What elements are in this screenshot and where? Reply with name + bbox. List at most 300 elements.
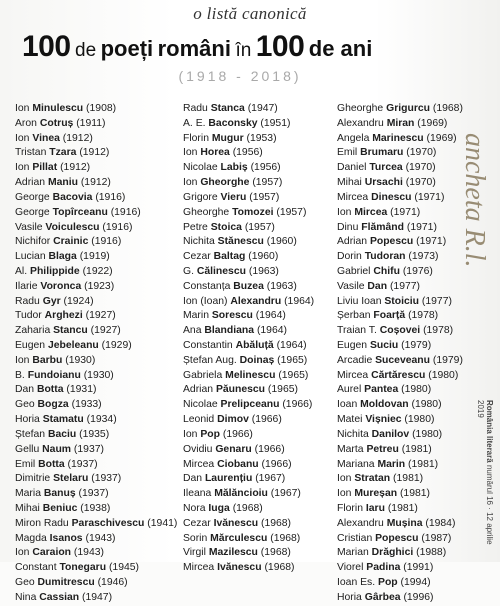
debut-year: (1947) xyxy=(82,591,113,603)
debut-year: (1937) xyxy=(73,443,104,455)
poet-entry xyxy=(15,265,177,280)
poet-last-name: Buzea xyxy=(233,280,264,292)
poet-first-name: Marta xyxy=(337,443,364,455)
debut-year: (1951) xyxy=(260,117,291,129)
poet-last-name: Ivănescu xyxy=(213,517,259,529)
poet-last-name: Botta xyxy=(36,384,64,396)
debut-year: (1912) xyxy=(79,147,110,159)
poet-entry xyxy=(183,235,314,250)
debut-year: (1966) xyxy=(254,443,285,455)
debut-year: (1908) xyxy=(86,103,117,114)
poet-entry xyxy=(337,532,463,547)
title-word-de: de xyxy=(75,40,97,61)
poet-first-name: Arcadie xyxy=(337,354,373,366)
debut-year: (1931) xyxy=(66,384,97,396)
poet-entry xyxy=(337,221,463,236)
poet-first-name: G. xyxy=(183,265,194,277)
poet-last-name: Voiculescu xyxy=(45,221,100,233)
poet-entry xyxy=(337,206,463,221)
poet-last-name: Vinea xyxy=(32,132,60,144)
poet-last-name: Topîrceanu xyxy=(52,206,108,218)
debut-year: (1911) xyxy=(76,117,106,129)
poet-first-name: Cristian xyxy=(337,532,373,544)
poet-entry xyxy=(15,295,177,310)
debut-year: (1965) xyxy=(267,384,298,396)
poet-entry xyxy=(15,576,177,591)
poet-first-name: Viorel xyxy=(337,562,364,574)
poet-last-name: Foarță xyxy=(373,310,406,322)
poet-first-name: Angela xyxy=(337,132,370,144)
debut-year: (1965) xyxy=(278,369,309,381)
poet-last-name: Vieru xyxy=(220,191,247,203)
poet-entry xyxy=(15,443,177,458)
poet-last-name: Voronca xyxy=(40,280,82,292)
debut-year: (1968) xyxy=(264,562,295,574)
poet-first-name: Ion xyxy=(15,132,30,144)
debut-year: (1912) xyxy=(80,177,111,189)
debut-year: (1946) xyxy=(97,577,128,588)
poet-entry xyxy=(15,235,177,250)
poet-last-name: Botta xyxy=(38,458,65,470)
poet-first-name: Vasile xyxy=(337,280,365,292)
poet-last-name: Dinescu xyxy=(371,191,412,203)
debut-year: (1916) xyxy=(91,236,122,248)
poet-entry xyxy=(15,176,177,191)
poet-entry xyxy=(337,191,463,206)
debut-year: (1929) xyxy=(101,340,132,351)
poet-first-name: Ioan Es. xyxy=(337,577,376,588)
debut-year: (1967) xyxy=(270,488,301,500)
poet-first-name: Gabriela xyxy=(183,369,223,381)
poet-last-name: Călinescu xyxy=(196,265,246,277)
debut-year: (1916) xyxy=(110,206,141,218)
poet-entry xyxy=(337,413,463,428)
poet-last-name: Jebeleanu xyxy=(47,340,99,351)
poet-column-3 xyxy=(337,102,463,606)
poet-first-name: Ilarie xyxy=(15,280,38,292)
poet-first-name: Gabriel xyxy=(337,265,371,277)
debut-year: (1964) xyxy=(284,295,315,307)
debut-year: (1971) xyxy=(414,191,445,203)
poet-first-name: Eugen xyxy=(15,340,46,351)
poet-entry xyxy=(15,117,177,132)
poet-last-name: Grigurcu xyxy=(386,103,430,114)
poet-first-name: Horia xyxy=(15,414,40,426)
debut-year: (1981) xyxy=(393,473,424,485)
poet-entry xyxy=(183,339,314,354)
poet-first-name: Constant xyxy=(15,562,57,574)
poet-last-name: Brumaru xyxy=(360,147,404,159)
debut-year: (1967) xyxy=(255,473,286,485)
poet-last-name: Paraschivescu xyxy=(71,517,145,529)
poet-entry xyxy=(15,309,177,324)
debut-year: (1916) xyxy=(95,191,126,203)
debut-year: (1937) xyxy=(91,473,122,485)
poet-entry xyxy=(183,250,314,265)
debut-year: (1971) xyxy=(416,236,447,248)
poet-entry xyxy=(183,102,314,117)
poet-entry xyxy=(183,309,314,324)
poet-first-name: Ileana xyxy=(183,488,212,500)
debut-year: (1971) xyxy=(390,206,421,218)
poet-last-name: Gârbea xyxy=(364,591,401,603)
period-range: (1918 - 2018) xyxy=(178,68,302,84)
poet-last-name: Turcea xyxy=(369,162,403,174)
debut-year: (1977) xyxy=(421,295,452,307)
poet-first-name: Constantin xyxy=(183,340,233,351)
poet-last-name: Danilov xyxy=(371,428,410,440)
poet-entry xyxy=(183,206,314,221)
journal-credit xyxy=(474,400,494,550)
debut-year: (1930) xyxy=(65,354,96,366)
poet-first-name: Ion (Ioan) xyxy=(183,295,228,307)
poet-last-name: Prelipceanu xyxy=(220,399,280,411)
debut-year: (1924) xyxy=(63,295,94,307)
poet-last-name: Moldovan xyxy=(360,399,409,411)
poet-column-1 xyxy=(15,102,177,606)
poet-first-name: Ana xyxy=(183,325,202,337)
poet-first-name: Virgil xyxy=(183,547,206,559)
title-word-de-ani: de ani xyxy=(308,36,373,61)
poet-first-name: Cezar xyxy=(183,517,211,529)
poet-last-name: Barbu xyxy=(32,354,63,366)
debut-year: (1957) xyxy=(244,221,275,233)
poet-first-name: Dan xyxy=(183,473,203,485)
poet-last-name: Tudoran xyxy=(364,251,406,263)
poet-last-name: Genaru xyxy=(215,443,252,455)
debut-year: (1970) xyxy=(406,147,437,159)
poet-entry xyxy=(183,354,314,369)
poet-entry xyxy=(337,472,463,487)
journal-name: România literară xyxy=(485,400,494,463)
debut-year: (1938) xyxy=(80,502,111,514)
poet-entry xyxy=(15,339,177,354)
debut-year: (1957) xyxy=(276,206,307,218)
poet-last-name: Philippide xyxy=(30,265,80,277)
poet-first-name: Ștefan xyxy=(15,428,46,440)
poet-first-name: Mihai xyxy=(337,177,362,189)
poet-last-name: Baciu xyxy=(47,428,77,440)
debut-year: (1994) xyxy=(400,577,431,588)
poet-first-name: Leonid xyxy=(183,414,215,426)
poet-first-name: Radu xyxy=(183,103,208,114)
debut-year: (1978) xyxy=(408,310,439,322)
debut-year: (1966) xyxy=(222,428,253,440)
poet-last-name: Beniuc xyxy=(42,502,78,514)
poet-first-name: Magda xyxy=(15,532,47,544)
poet-last-name: Pillat xyxy=(32,162,58,174)
poet-entry xyxy=(183,428,314,443)
poet-entry xyxy=(15,221,177,236)
poet-entry xyxy=(15,161,177,176)
handwritten-note: ancheta R.l. xyxy=(459,132,490,268)
debut-year: (1968) xyxy=(270,532,301,544)
poet-first-name: Dan xyxy=(15,384,35,396)
poet-first-name: Ovidiu xyxy=(183,443,213,455)
poet-last-name: Laurențiu xyxy=(204,473,253,485)
title-word-poeti: poeți xyxy=(100,36,154,61)
debut-year: (1963) xyxy=(248,265,279,277)
debut-year: (1980) xyxy=(411,399,442,411)
poet-first-name: Mircea xyxy=(337,369,369,381)
poet-entry xyxy=(337,132,463,147)
poet-last-name: Popescu xyxy=(369,236,414,248)
poet-first-name: Florin xyxy=(183,132,209,144)
debut-year: (1933) xyxy=(71,399,102,411)
poet-last-name: Mugur xyxy=(211,132,244,144)
poet-first-name: Constanța xyxy=(183,280,231,292)
poet-last-name: Marinescu xyxy=(372,132,424,144)
poet-last-name: Pantea xyxy=(364,384,399,396)
debut-year: (1927) xyxy=(90,325,121,337)
poet-first-name: Ion xyxy=(15,547,30,559)
poet-entry xyxy=(183,517,314,532)
debut-year: (1980) xyxy=(428,369,459,381)
debut-year: (1943) xyxy=(73,547,104,559)
debut-year: (1987) xyxy=(421,532,452,544)
poet-first-name: Radu xyxy=(15,295,40,307)
poet-entry xyxy=(15,383,177,398)
poet-entry xyxy=(337,369,463,384)
debut-year: (1957) xyxy=(252,177,283,189)
poet-entry xyxy=(183,383,314,398)
poet-entry xyxy=(337,146,463,161)
poet-first-name: Maria xyxy=(15,488,41,500)
poet-first-name: Mihai xyxy=(15,502,40,514)
poet-last-name: Maniu xyxy=(47,177,78,189)
poet-last-name: Bacovia xyxy=(52,191,93,203)
poet-entry xyxy=(183,472,314,487)
poet-last-name: Gyr xyxy=(42,295,61,307)
debut-year: (1937) xyxy=(78,488,109,500)
debut-year: (1977) xyxy=(389,280,420,292)
debut-year: (1980) xyxy=(404,414,435,426)
poet-first-name: Mircea xyxy=(337,191,369,203)
poet-entry xyxy=(183,265,314,280)
poet-first-name: Șerban xyxy=(337,310,371,322)
poet-first-name: Ion xyxy=(183,147,198,159)
poet-first-name: Aurel xyxy=(337,384,362,396)
debut-year: (1970) xyxy=(405,177,436,189)
poet-entry xyxy=(183,221,314,236)
poet-last-name: Pop xyxy=(378,577,398,588)
poet-column-2 xyxy=(183,102,314,576)
debut-year: (1968) xyxy=(260,547,291,559)
poet-last-name: Tzara xyxy=(49,147,77,159)
poet-last-name: Petreu xyxy=(366,443,399,455)
poet-entry xyxy=(183,161,314,176)
poet-entry xyxy=(15,532,177,547)
poet-first-name: Liviu Ioan xyxy=(337,295,382,307)
poet-entry xyxy=(337,250,463,265)
poet-entry xyxy=(337,354,463,369)
poet-last-name: Suceveanu xyxy=(375,354,430,366)
debut-year: (1960) xyxy=(248,251,279,263)
poet-first-name: Florin xyxy=(337,502,363,514)
debut-year: (1980) xyxy=(412,428,443,440)
poet-last-name: Mazilescu xyxy=(208,547,258,559)
poet-last-name: Stănescu xyxy=(217,236,264,248)
poet-last-name: Cotruș xyxy=(39,117,74,129)
debut-year: (1984) xyxy=(425,517,456,529)
poet-last-name: Tonegaru xyxy=(59,562,107,574)
poet-entry xyxy=(337,591,463,606)
poet-entry xyxy=(337,339,463,354)
debut-year: (1968) xyxy=(232,502,263,514)
poet-last-name: Sorescu xyxy=(211,310,253,322)
poet-entry xyxy=(183,369,314,384)
poet-entry xyxy=(15,146,177,161)
debut-year: (1991) xyxy=(403,562,434,574)
poet-first-name: Eugen xyxy=(337,340,368,351)
poet-entry xyxy=(337,265,463,280)
poet-entry xyxy=(15,472,177,487)
debut-year: (1956) xyxy=(232,147,263,159)
poet-last-name: Marin xyxy=(377,458,406,470)
poet-last-name: Mărculescu xyxy=(210,532,268,544)
poet-first-name: Al. xyxy=(15,265,28,277)
poet-entry xyxy=(337,487,463,502)
debut-year: (1934) xyxy=(86,414,117,426)
poet-last-name: Dan xyxy=(367,280,388,292)
poet-entry xyxy=(15,591,177,606)
poet-last-name: Dumitrescu xyxy=(37,577,95,588)
poet-last-name: Stanca xyxy=(210,103,245,114)
poet-last-name: Păunescu xyxy=(215,384,266,396)
debut-year: (1964) xyxy=(256,325,287,337)
poet-first-name: Ion xyxy=(15,103,30,114)
poet-last-name: Blaga xyxy=(48,251,77,263)
poet-first-name: Ion xyxy=(183,428,198,440)
poet-first-name: Ion xyxy=(15,354,30,366)
debut-year: (1963) xyxy=(266,280,297,292)
poet-last-name: Mușina xyxy=(386,517,423,529)
debut-year: (1980) xyxy=(401,384,432,396)
debut-year: (1912) xyxy=(60,162,91,174)
poet-first-name: Nina xyxy=(15,591,37,603)
debut-year: (1976) xyxy=(402,265,433,277)
poet-first-name: Horia xyxy=(337,591,362,603)
poet-entry xyxy=(183,561,314,576)
poet-first-name: Ion xyxy=(183,177,198,189)
poet-entry xyxy=(183,532,314,547)
debut-year: (1970) xyxy=(405,162,436,174)
poet-last-name: Coșovei xyxy=(379,325,421,337)
poet-last-name: Vișniec xyxy=(365,414,402,426)
debut-year: (1965) xyxy=(277,354,308,366)
poet-first-name: Ion xyxy=(337,473,352,485)
poet-first-name: B. xyxy=(15,369,25,381)
debut-year: (1981) xyxy=(401,443,432,455)
poet-entry xyxy=(183,546,314,561)
poet-last-name: Stratan xyxy=(354,473,391,485)
poet-entry xyxy=(15,102,177,117)
poet-last-name: Stancu xyxy=(53,325,88,337)
poet-entry xyxy=(15,561,177,576)
title-number-left: 100 xyxy=(22,30,71,63)
poet-entry xyxy=(337,458,463,473)
debut-year: (1941) xyxy=(147,517,178,529)
poet-first-name: Gheorghe xyxy=(183,206,230,218)
debut-year: (1981) xyxy=(399,488,431,500)
poet-last-name: Iaru xyxy=(365,502,385,514)
poet-last-name: Isanos xyxy=(49,532,83,544)
poet-first-name: Nichifor xyxy=(15,236,51,248)
poet-last-name: Ursachi xyxy=(364,177,403,189)
poet-last-name: Stamatu xyxy=(42,414,84,426)
poet-last-name: Crainic xyxy=(53,236,89,248)
poet-entry xyxy=(15,191,177,206)
poet-first-name: Sorin xyxy=(183,532,208,544)
poet-first-name: Vasile xyxy=(15,221,43,233)
debut-year: (1953) xyxy=(246,132,277,144)
poet-entry xyxy=(183,413,314,428)
debut-year: (1919) xyxy=(79,251,110,263)
debut-year: (1927) xyxy=(85,310,116,322)
poet-entry xyxy=(183,280,314,295)
debut-year: (1930) xyxy=(83,369,114,381)
poet-last-name: Cărtărescu xyxy=(371,369,426,381)
poet-entry xyxy=(337,235,463,250)
title-word-romani: români xyxy=(157,36,231,61)
poet-first-name: Marian xyxy=(337,547,369,559)
poet-first-name: Marin xyxy=(183,310,209,322)
poet-entry xyxy=(183,117,314,132)
poet-first-name: Tudor xyxy=(15,310,42,322)
poet-entry xyxy=(337,324,463,339)
poet-first-name: Nicolae xyxy=(183,162,218,174)
poet-entry xyxy=(15,458,177,473)
poet-last-name: Arghezi xyxy=(44,310,83,322)
poet-entry xyxy=(337,280,463,295)
poet-first-name: Alexandru xyxy=(337,117,384,129)
poet-entry xyxy=(337,502,463,517)
poet-last-name: Iuga xyxy=(208,502,230,514)
poet-entry xyxy=(15,487,177,502)
poet-entry xyxy=(15,132,177,147)
poet-entry xyxy=(15,280,177,295)
poet-entry xyxy=(337,576,463,591)
poet-first-name: Mircea xyxy=(183,458,215,470)
poet-first-name: Cezar xyxy=(183,251,211,263)
poet-entry xyxy=(15,413,177,428)
poet-entry xyxy=(15,546,177,561)
poet-first-name: Adrian xyxy=(183,384,214,396)
debut-year: (1956) xyxy=(250,162,281,174)
poet-first-name: Lucian xyxy=(15,251,46,263)
poet-entry xyxy=(183,132,314,147)
poet-first-name: Adrian xyxy=(15,177,46,189)
poet-first-name: Geo xyxy=(15,577,35,588)
poet-first-name: Traian T. xyxy=(337,325,377,337)
poet-last-name: Popescu xyxy=(375,532,419,544)
poet-entry xyxy=(15,369,177,384)
poet-entry xyxy=(15,398,177,413)
poet-last-name: Ciobanu xyxy=(217,458,259,470)
page-title xyxy=(22,30,462,64)
poet-last-name: Drăghici xyxy=(371,547,414,559)
poet-first-name: Ioan xyxy=(337,399,358,411)
poet-entry xyxy=(15,517,177,532)
debut-year: (1922) xyxy=(82,265,113,277)
poet-entry xyxy=(337,295,463,310)
debut-year: (1988) xyxy=(416,547,447,559)
poet-last-name: Caraion xyxy=(32,547,72,559)
poet-last-name: Labiș xyxy=(220,162,248,174)
poet-first-name: Alexandru xyxy=(337,517,384,529)
poet-last-name: Tomozei xyxy=(232,206,274,218)
poet-last-name: Alexandru xyxy=(230,295,282,307)
